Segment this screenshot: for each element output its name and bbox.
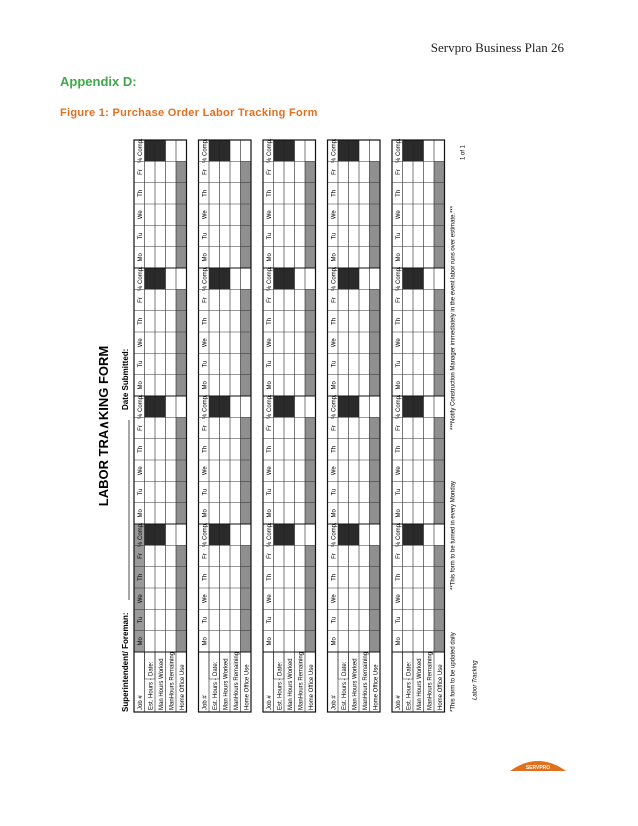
shaded-cell	[305, 161, 316, 268]
day-header: % Comp.	[267, 138, 273, 164]
row-label: Man Hours Worked	[288, 658, 294, 710]
day-header: Tu	[396, 488, 402, 496]
day-header: % Comp.	[138, 522, 144, 548]
day-header: We	[267, 466, 273, 476]
day-header: Fr	[396, 297, 402, 303]
shaded-cell	[370, 161, 381, 268]
day-header: Th	[267, 573, 273, 581]
day-header: Th	[331, 317, 338, 325]
row-label: Job #	[138, 695, 144, 710]
day-header: Mo	[396, 253, 402, 262]
row-label: Job #	[202, 695, 209, 710]
row-label: Man Hours Worked	[159, 658, 165, 710]
page-count: 1 of 1	[460, 144, 467, 160]
day-header: We	[331, 338, 338, 348]
day-header: % Comp.	[396, 266, 402, 292]
day-header: Fr	[202, 297, 209, 303]
day-header: We	[396, 466, 402, 476]
day-header: Tu	[202, 232, 209, 240]
row-label: Est. Hours -	[148, 678, 155, 710]
day-header: Mo	[331, 509, 338, 518]
day-header: % Comp.	[396, 522, 402, 548]
day-header: % Comp.	[331, 138, 338, 164]
row-label: Home Office Use	[244, 664, 251, 710]
day-header: Fr	[267, 425, 273, 431]
day-header: Fr	[138, 169, 144, 175]
day-header: % Comp.	[202, 522, 209, 548]
shaded-cell	[434, 289, 445, 396]
day-header: Mo	[396, 381, 402, 390]
day-header: We	[396, 210, 402, 220]
day-header: Th	[396, 445, 402, 453]
day-header: Th	[396, 573, 402, 581]
footer-note-monday: **This form to be turned in every Monday	[450, 480, 457, 590]
shaded-cell	[241, 289, 252, 396]
day-header: Mo	[267, 509, 273, 518]
date-label: Date:	[406, 661, 413, 676]
day-header: Th	[202, 445, 209, 453]
day-header: Tu	[331, 360, 338, 368]
day-header: Th	[138, 317, 144, 325]
day-header: Th	[202, 189, 209, 197]
day-header: Mo	[331, 253, 338, 262]
day-header: Th	[267, 445, 273, 453]
shaded-cell	[434, 161, 445, 268]
row-label: Est. Hours -	[277, 678, 284, 710]
row-label: ManHours Remaining	[363, 651, 369, 710]
day-header: Th	[331, 573, 338, 581]
day-header: % Comp.	[267, 394, 273, 420]
day-header: Fr	[331, 553, 338, 559]
shaded-cell	[176, 289, 187, 396]
day-header: Mo	[396, 637, 402, 646]
row-label: Job #	[267, 695, 273, 710]
day-header: Mo	[202, 509, 209, 518]
day-header: We	[202, 594, 209, 604]
day-header: Fr	[396, 553, 402, 559]
row-label: Home Office Use	[438, 664, 444, 710]
day-header: Fr	[267, 169, 273, 175]
row-label: Job #	[331, 695, 338, 710]
appendix-title: Appendix D:	[60, 74, 137, 89]
day-header: % Comp.	[331, 522, 338, 548]
svg-text:SERVPRO: SERVPRO	[525, 765, 551, 771]
footer-note-notify: ***Notify Construction Manager immediately in the event labor runs over estimate.***	[450, 205, 457, 430]
day-header: Mo	[138, 509, 144, 518]
day-header: Tu	[396, 616, 402, 624]
day-header: Tu	[267, 360, 273, 368]
day-header: Th	[138, 189, 144, 197]
day-header: We	[267, 210, 273, 220]
shaded-cell	[241, 417, 252, 524]
day-header: Tu	[202, 616, 209, 624]
day-header: Mo	[267, 253, 273, 262]
day-header: Th	[267, 317, 273, 325]
day-header: Tu	[138, 488, 144, 496]
day-header: Fr	[138, 425, 144, 431]
shaded-cell	[370, 289, 381, 396]
day-header: Fr	[202, 425, 209, 431]
figure-caption: Figure 1: Purchase Order Labor Tracking Form	[60, 107, 318, 119]
day-header: Tu	[267, 488, 273, 496]
day-header: Fr	[138, 553, 144, 559]
day-header: Th	[138, 573, 144, 581]
day-header: % Comp.	[138, 266, 144, 292]
day-header: % Comp.	[396, 394, 402, 420]
day-header: Th	[202, 573, 209, 581]
day-header: Fr	[267, 297, 273, 303]
day-header: Tu	[331, 232, 338, 240]
date-label: Date:	[148, 661, 155, 676]
day-header: We	[331, 594, 338, 604]
day-header: Tu	[138, 232, 144, 240]
day-header: Th	[396, 189, 402, 197]
shaded-cell	[305, 417, 316, 524]
day-header: Fr	[202, 169, 209, 175]
day-header: Fr	[331, 297, 338, 303]
day-header: Tu	[138, 616, 144, 624]
row-label: Home Office Use	[309, 664, 315, 710]
day-header: Fr	[331, 425, 338, 431]
day-header: % Comp.	[267, 522, 273, 548]
superintendent-label: Superintendent/ Foreman:	[121, 612, 130, 712]
row-label: Est. Hours -	[342, 678, 348, 710]
date-label: Date:	[277, 661, 284, 676]
row-label: ManHours Remaining	[169, 651, 176, 710]
shaded-cell	[434, 417, 445, 524]
labor-tracking-form	[88, 132, 488, 720]
row-label: Home Office Use	[180, 664, 186, 710]
row-label: ManHours Remaining	[427, 651, 434, 710]
row-label: Home Office Use	[373, 664, 380, 710]
day-header: Fr	[396, 425, 402, 431]
day-header: Mo	[138, 637, 144, 646]
day-header: Tu	[138, 360, 144, 368]
day-header: We	[267, 594, 273, 604]
day-header: Th	[138, 445, 144, 453]
day-header: Mo	[267, 637, 273, 646]
day-header: We	[138, 338, 144, 348]
shaded-cell	[370, 545, 381, 652]
date-submitted-label: Date Submitted:	[121, 348, 130, 410]
shaded-cell	[305, 545, 316, 652]
day-header: Tu	[331, 488, 338, 496]
day-header: We	[138, 466, 144, 476]
day-header: Fr	[202, 553, 209, 559]
day-header: We	[331, 466, 338, 476]
day-header: We	[202, 338, 209, 348]
day-header: Tu	[267, 616, 273, 624]
day-header: Mo	[138, 253, 144, 262]
day-header: Tu	[202, 360, 209, 368]
labor-tracking-form-image	[88, 132, 488, 720]
row-label: Job #	[396, 695, 402, 710]
footer-note-daily: *This form to be updated daily	[450, 632, 457, 712]
shaded-cell	[434, 545, 445, 652]
day-header: % Comp.	[331, 394, 338, 420]
day-header: Fr	[138, 297, 144, 303]
day-header: % Comp.	[396, 138, 402, 164]
day-header: Mo	[331, 637, 338, 646]
day-header: We	[396, 594, 402, 604]
day-header: Mo	[267, 381, 273, 390]
day-header: Tu	[267, 232, 273, 240]
day-header: Th	[331, 445, 338, 453]
day-header: Fr	[331, 169, 338, 175]
day-header: Th	[396, 317, 402, 325]
shaded-cell	[176, 545, 187, 652]
day-header: Fr	[267, 553, 273, 559]
day-header: We	[138, 210, 144, 220]
date-label: Date:	[342, 661, 348, 676]
servpro-logo	[508, 755, 568, 773]
day-header: Tu	[202, 488, 209, 496]
day-header: We	[202, 466, 209, 476]
date-label: Date:	[213, 661, 219, 676]
day-header: Tu	[396, 232, 402, 240]
day-header: Mo	[138, 381, 144, 390]
row-label: Man Hours Worked	[352, 658, 359, 710]
day-header: We	[138, 594, 144, 604]
page-header: Servpro Business Plan 26	[430, 40, 564, 55]
day-header: Th	[202, 317, 209, 325]
day-header: Mo	[202, 637, 209, 646]
day-header: Mo	[202, 381, 209, 390]
day-header: Mo	[202, 253, 209, 262]
row-label: ManHours Remaining	[298, 651, 305, 710]
row-label: Est. Hours -	[213, 678, 219, 710]
row-label: Man Hours Worked	[223, 658, 230, 710]
day-header: We	[396, 338, 402, 348]
day-header: Mo	[331, 381, 338, 390]
day-header: Fr	[396, 169, 402, 175]
form-title: LABOR TRA∧KING FORM	[96, 345, 111, 507]
row-label: Man Hours Worked	[417, 658, 423, 710]
row-label: Est. Hours -	[406, 678, 413, 710]
day-header: Th	[267, 189, 273, 197]
day-header: % Comp.	[202, 266, 209, 292]
day-header: Th	[331, 189, 338, 197]
day-header: Tu	[331, 616, 338, 624]
shaded-cell	[305, 289, 316, 396]
day-header: Mo	[396, 509, 402, 518]
day-header: % Comp.	[202, 138, 209, 164]
day-header: We	[202, 210, 209, 220]
day-header: We	[331, 210, 338, 220]
day-header: % Comp.	[202, 394, 209, 420]
day-header: Tu	[396, 360, 402, 368]
shaded-cell	[176, 417, 187, 524]
row-label: ManHours Remaining	[234, 651, 240, 710]
day-header: % Comp.	[267, 266, 273, 292]
day-header: % Comp.	[331, 266, 338, 292]
shaded-cell	[241, 161, 252, 268]
shaded-cell	[241, 545, 252, 652]
shaded-cell	[370, 417, 381, 524]
doc-label: Labor Tracking	[472, 660, 479, 700]
day-header: % Comp.	[138, 394, 144, 420]
day-header: We	[267, 338, 273, 348]
day-header: % Comp.	[138, 138, 144, 164]
shaded-cell	[176, 161, 187, 268]
